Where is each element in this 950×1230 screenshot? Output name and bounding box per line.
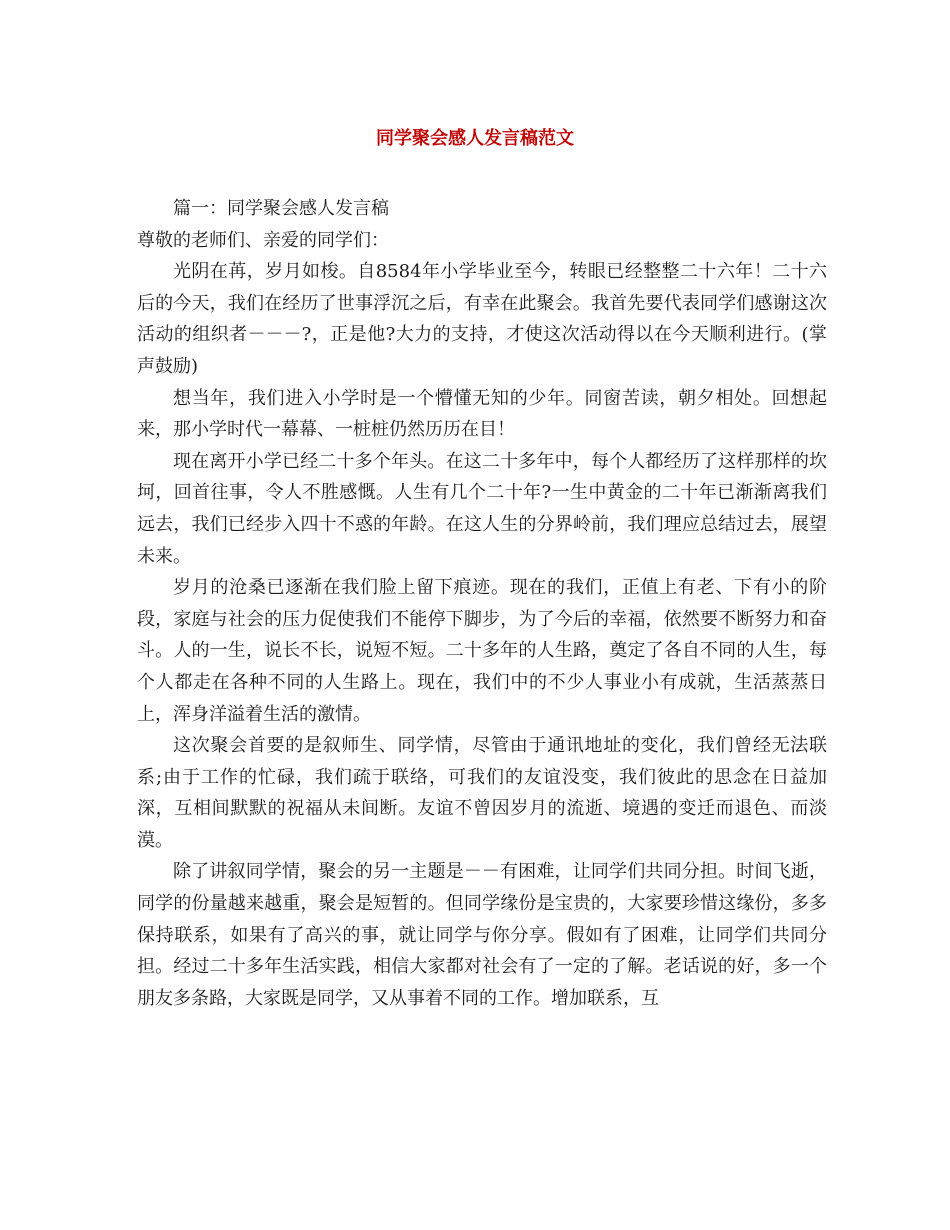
paragraph: 岁月的沧桑已逐渐在我们脸上留下痕迹。现在的我们，正值上有老、下有小的阶段，家庭与社会的压力促使我们不能停下脚步，为了今后的幸福，依然要不断努力和奋斗。人的一生，说长不长，说短不短。二十多年的人生路，奠定了各自不同的人生，每个人都走在各种不同的人生路上。现在，我们中的不少人事业小有成就，生活蒸蒸日上，浑身洋溢着生活的激情。 [137, 577, 827, 725]
section-heading: 篇一：同学聚会感人发言稿 [173, 198, 389, 219]
paragraph: 现在离开小学已经二十多个年头。在这二十多年中，每个人都经历了这样那样的坎坷，回首往事，令人不胜感慨。人生有几个二十年?一生中黄金的二十年已渐渐离我们远去，我们已经步入四十不惑的年龄。在这人生的分界岭前，我们理应总结过去，展望未来。 [137, 450, 827, 567]
document-body [137, 193, 827, 1014]
paragraph: 光阴在苒，岁月如梭。自8584年小学毕业至今，转眼已经整整二十六年！二十六后的今天，我们在经历了世事浮沉之后，有幸在此聚会。我首先要代表同学们感谢这次活动的组织者－－－?，正是他?大力的支持，才使这次活动得以在今天顺利进行。(掌声鼓励) [137, 261, 827, 377]
paragraph: 这次聚会首要的是叙师生、同学情，尽管由于通讯地址的变化，我们曾经无法联系;由于工作的忙碌，我们疏于联络，可我们的友谊没变，我们彼此的思念在日益加深，互相间默默的祝福从未间断。友谊不曾因岁月的流逝、境遇的变迁而退色、而淡漠。 [137, 735, 827, 851]
salutation: 尊敬的老师们、亲爱的同学们： [137, 229, 389, 251]
paragraph: 除了讲叙同学情，聚会的另一主题是－－有困难，让同学们共同分担。时间飞逝，同学的份量越来越重，聚会是短暂的。但同学缘份是宝贵的，大家要珍惜这缘份，多多保持联系，如果有了高兴的事，就让同学与你分享。假如有了困难，让同学们共同分担。经过二十多年生活实践，相信大家都对社会有了一定的了解。老话说的好，多一个朋友多条路，大家既是同学，又从事着不同的工作。增加联系，互 [137, 861, 827, 1009]
document-title: 同学聚会感人发言稿范文 [376, 128, 574, 149]
paragraph: 想当年，我们进入小学时是一个懵懂无知的少年。同窗苦读，朝夕相处。回想起来，那小学时代一幕幕、一桩桩仍然历历在目！ [137, 387, 827, 441]
